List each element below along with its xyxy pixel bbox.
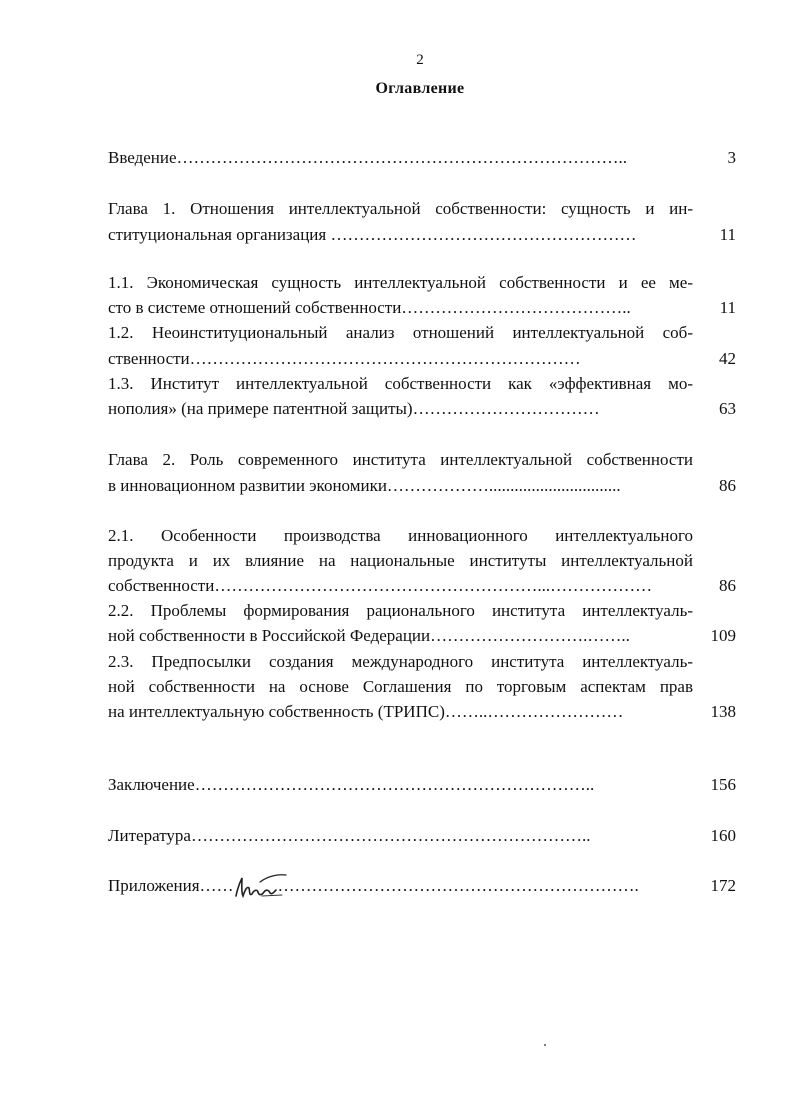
toc-page-conclusion: 156	[710, 775, 736, 794]
toc-entry-2-3-line1: 2.3. Предпосылки создания международного института интеллектуаль-	[108, 652, 693, 671]
toc-entry-chapter1-line1: Глава 1. Отношения интеллектуальной собственности: сущность и ин-	[108, 199, 693, 218]
handwritten-signature	[232, 872, 288, 902]
toc-entry-chapter2-line1: Глава 2. Роль современного института интеллектуальной собственности	[108, 450, 693, 469]
toc-page-1-2: 42	[719, 349, 736, 368]
toc-page-2-1: 86	[719, 576, 736, 595]
toc-entry-literature: Литература……………………………………………………………..	[108, 826, 591, 845]
toc-page-1-1: 11	[719, 298, 736, 317]
toc-page-intro: 3	[727, 148, 736, 167]
toc-page-2-2: 109	[710, 626, 736, 645]
toc-entry-1-2-line1: 1.2. Неоинституциональный анализ отношений интеллектуальной соб-	[108, 323, 693, 342]
toc-page-chapter2: 86	[719, 476, 736, 495]
toc-page-1-3: 63	[719, 399, 736, 418]
toc-entry-chapter1-line2: ституциональная организация ………………………………………………	[108, 225, 637, 244]
toc-page-2-3: 138	[710, 702, 736, 721]
toc-entry-2-3-line2: ной собственности на основе Соглашения по торговым аспектам прав	[108, 677, 693, 696]
toc-entry-1-1-line2: сто в системе отношений собственности…………………………………..	[108, 298, 631, 317]
toc-entry-2-1-line2: продукта и их влияние на национальные институты интеллектуальной	[108, 551, 693, 570]
toc-entry-appendix-suffix: ……………………………………………………….	[277, 876, 639, 895]
toc-entry-conclusion: Заключение……………………………………………………………..	[108, 775, 595, 794]
toc-entry-2-2-line2: ной собственности в Российской Федерации……………………….……..	[108, 626, 630, 645]
toc-entry-2-3-line3: на интеллектуальную собственность (ТРИПС)……..……………………	[108, 702, 624, 721]
toc-entry-1-1-line1: 1.1. Экономическая сущность интеллектуальной собственности и ее ме-	[108, 273, 693, 292]
toc-entry-1-2-line2: ственности……………………………………………………………	[108, 349, 581, 368]
toc-entry-2-1-line3: собственности…………………………………………………...………………	[108, 576, 653, 595]
toc-entry-appendix-prefix: Приложения……	[108, 876, 234, 895]
page-title: Оглавление	[375, 80, 465, 97]
toc-entry-intro: Введение……………………………………………………………………..	[108, 148, 628, 167]
toc-entry-2-2-line1: 2.2. Проблемы формирования рационального института интеллектуаль-	[108, 601, 693, 620]
toc-entry-2-1-line1: 2.1. Особенности производства инновационного интеллектуального	[108, 526, 693, 545]
toc-page-literature: 160	[710, 826, 736, 845]
page-number: 2	[416, 52, 424, 68]
toc-entry-chapter2-line2: в инновационном развитии экономики………………...............................	[108, 476, 621, 495]
toc-entry-1-3-line1: 1.3. Институт интеллектуальной собственности как «эффективная мо-	[108, 374, 693, 393]
toc-entry-1-3-line2: нополия» (на примере патентной защиты)……………………………	[108, 399, 600, 418]
toc-entry-appendix	[108, 874, 693, 898]
scan-speck	[544, 1044, 546, 1046]
toc-page-appendix: 172	[710, 876, 736, 895]
toc-page-chapter1: 11	[719, 225, 736, 244]
